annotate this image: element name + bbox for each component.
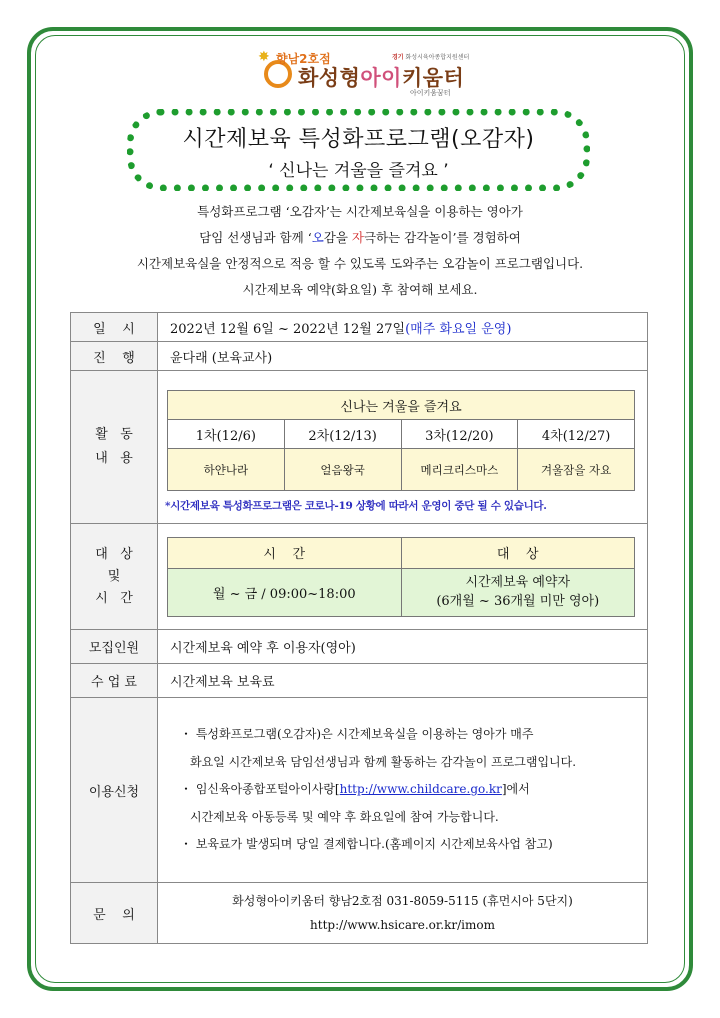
logo-title-part1: 화성형 <box>298 66 361 90</box>
activity-table <box>167 390 635 491</box>
apply-bullet-3: ・ 보육료가 발생되며 당일 결제합니다.(홈페이지 시간제보육사업 참고) <box>180 837 553 852</box>
title-box <box>127 109 590 191</box>
page-subtitle: ‘ 신나는 겨울을 즐겨요 ’ <box>268 161 449 181</box>
target-col-time: 시 간 <box>168 537 402 568</box>
label-apply: 이용신청 <box>71 698 158 883</box>
apply-bullet-2-prefix: ・ 임신육아종합포털아이사랑[ <box>180 782 340 797</box>
logo-branch: 향남2호점 <box>276 52 331 66</box>
logo-subtitle: 아이키움꿈터 <box>410 89 451 97</box>
target-time-value: 월 ~ 금 / 09:00~18:00 <box>168 568 402 616</box>
activity-topic: 겨울잠을 자요 <box>518 449 635 491</box>
row-fee <box>71 664 648 698</box>
label-contact: 문 의 <box>71 883 158 944</box>
target-target-value <box>401 568 635 616</box>
label-activity-2: 내 용 <box>95 451 133 466</box>
target-line-2: (6개월 ~ 36개월 미만 영아) <box>436 594 600 609</box>
label-activity <box>71 371 158 524</box>
intro-line-2-o: 오 <box>311 230 324 245</box>
star-icon: ✸ <box>258 49 270 65</box>
label-recruit: 모집인원 <box>71 630 158 664</box>
label-target <box>71 524 158 630</box>
activity-topic: 메리크리스마스 <box>401 449 518 491</box>
intro-line-3: 시간제보육실을 안정적으로 적응 할 수 있도록 도와주는 오감놀이 프로그램입니다. <box>136 256 584 271</box>
row-recruit <box>71 630 648 664</box>
apply-bullet-1: ・ 특성화프로그램(오감자)은 시간제보육실을 이용하는 영아가 매주 <box>180 727 534 742</box>
activity-topic: 얼음왕국 <box>284 449 401 491</box>
intro-line-2-b: 감을 <box>323 230 352 245</box>
value-fee: 시간제보육 보육료 <box>158 664 648 698</box>
activity-topic: 하얀나라 <box>168 449 285 491</box>
value-leader: 윤다래 (보육교사) <box>158 342 648 371</box>
label-fee: 수 업 료 <box>71 664 158 698</box>
row-leader <box>71 342 648 371</box>
intro-line-2 <box>70 228 650 246</box>
value-recruit: 시간제보육 예약 후 이용자(영아) <box>158 630 648 664</box>
value-contact <box>158 883 648 944</box>
apply-bullet-2-suffix: ]에서 <box>501 782 530 797</box>
activity-round: 1차(12/6) <box>168 420 285 449</box>
row-target <box>71 524 648 630</box>
intro-line-1: 특성화프로그램 ‘오감자’는 시간제보육실을 이용하는 영아가 <box>197 204 523 219</box>
target-line-1: 시간제보육 예약자 <box>465 575 571 590</box>
intro-line-4: 시간제보육 예약(화요일) 후 참여해 보세요. <box>242 282 478 297</box>
activity-round: 2차(12/13) <box>284 420 401 449</box>
info-table <box>70 312 648 944</box>
childcare-link[interactable]: http://www.childcare.go.kr <box>339 782 502 797</box>
label-target-2: 및 <box>107 568 121 584</box>
schedule-note: (매주 화요일 운영) <box>405 321 512 337</box>
activity-round: 3차(12/20) <box>401 420 518 449</box>
org-mark: 경기 <box>392 54 404 61</box>
activity-note: *시간제보육 특성화프로그램은 코로나-19 상황에 따라서 운영이 중단 될 수 있습니다. <box>165 500 547 512</box>
label-target-1: 대 상 <box>95 546 133 562</box>
target-table <box>167 537 635 617</box>
intro-line-2-c: 극하는 감각놀이’를 경험하여 <box>363 230 521 245</box>
schedule-dates: 2022년 12월 6일 ~ 2022년 12월 27일 <box>170 321 406 337</box>
org-name: 화성시육아종합지원센터 <box>405 54 470 61</box>
label-leader: 진 행 <box>71 342 158 371</box>
row-activity <box>71 371 648 524</box>
label-schedule: 일 시 <box>71 313 158 342</box>
row-apply <box>71 698 648 883</box>
activity-rounds-row <box>168 420 635 449</box>
logo-title-part2: 아이 <box>360 66 402 90</box>
logo-organization <box>392 52 469 61</box>
label-activity-1: 활 동 <box>95 427 133 442</box>
page-title: 시간제보육 특성화프로그램(오감자) <box>182 127 535 152</box>
target-col-target: 대 상 <box>401 537 635 568</box>
contact-line-1: 화성형아이키움터 향남2호점 031-8059-5115 (휴먼시아 5단지) <box>232 894 573 908</box>
apply-bullet-2-cont: 시간제보육 아동등록 및 예약 후 화요일에 참여 가능합니다. <box>190 809 499 824</box>
activity-round: 4차(12/27) <box>518 420 635 449</box>
label-target-3: 시 간 <box>95 590 133 606</box>
value-schedule <box>158 313 648 342</box>
intro-line-2-ja: 자 <box>351 230 364 245</box>
apply-bullet-2 <box>180 776 647 804</box>
value-activity <box>158 371 648 524</box>
logo-title-part3: 키움터 <box>401 66 465 90</box>
activity-header: 신나는 겨울을 즐겨요 <box>168 391 635 420</box>
value-target <box>158 524 648 630</box>
center-logo <box>258 50 498 100</box>
contact-url[interactable]: http://www.hsicare.or.kr/imom <box>310 918 495 932</box>
row-schedule <box>71 313 648 342</box>
activity-topics-row <box>168 449 635 491</box>
apply-bullet-1-cont: 화요일 시간제보육 담임선생님과 함께 활동하는 감각놀이 프로그램입니다. <box>190 754 577 769</box>
row-contact <box>71 883 648 944</box>
value-apply <box>158 698 648 883</box>
intro-line-2-a: 담임 선생님과 함께 ‘ <box>199 230 312 245</box>
